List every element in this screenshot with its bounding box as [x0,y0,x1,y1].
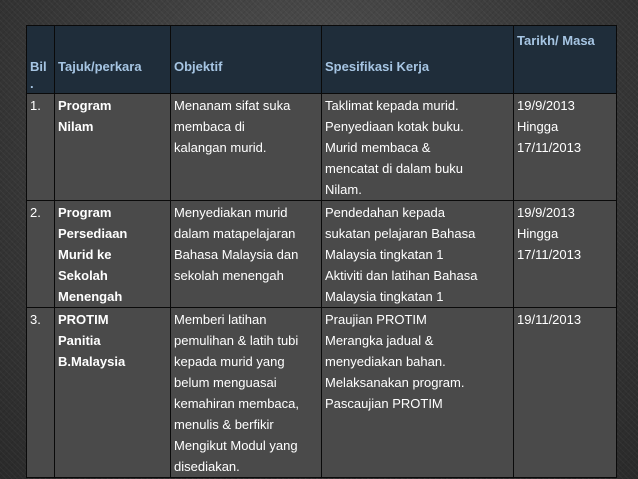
cell-bil [27,201,55,308]
cell-spesifikasi-line: Taklimat kepada murid. [325,98,459,113]
header-bil-dot: . [30,76,34,91]
table-body [27,94,617,478]
cell-objektif-line: kemahiran membaca, [174,396,299,411]
cell-spesifikasi-line: Merangka jadual & [325,333,434,348]
cell-objektif-line: belum menguasai [174,375,277,390]
cell-spesifikasi [322,94,514,201]
cell-spesifikasi-line: Pendedahan kepada [325,205,446,220]
cell-tajuk-line: Nilam [58,119,94,134]
cell-objektif [171,94,322,201]
cell-objektif [171,308,322,478]
cell-objektif-line: dalam matapelajaran [174,226,296,241]
cell-spesifikasi-line: Malaysia tingkatan 1 [325,247,444,262]
cell-objektif-line: Menyediakan murid [174,205,288,220]
cell-tarikh-line: 17/11/2013 [517,140,582,155]
cell-tarikh [514,308,617,478]
cell-objektif-line: kepada murid yang [174,354,285,369]
cell-spesifikasi [322,201,514,308]
cell-bil-text: 2. [30,205,41,220]
table-row [27,94,617,201]
cell-bil-text: 3. [30,312,41,327]
cell-objektif-line: sekolah menengah [174,268,284,283]
cell-objektif-line: pemulihan & latih tubi [174,333,299,348]
cell-tarikh-line: 17/11/2013 [517,247,582,262]
cell-bil [27,308,55,478]
cell-spesifikasi-line: menyediakan bahan. [325,354,446,369]
cell-objektif-line: Memberi latihan [174,312,267,327]
cell-spesifikasi-line: sukatan pelajaran Bahasa [325,226,476,241]
table-row [27,308,617,478]
cell-spesifikasi [322,308,514,478]
cell-tajuk-line: Persediaan [58,226,128,241]
cell-spesifikasi-line: Nilam. [325,182,362,197]
cell-tarikh-line: 19/9/2013 [517,205,575,220]
cell-bil [27,94,55,201]
cell-tajuk-line: Sekolah [58,268,108,283]
cell-tajuk-line: Panitia [58,333,101,348]
header-bil-label: Bil [30,59,47,74]
cell-objektif-line: membaca di [174,119,245,134]
cell-objektif-line: Bahasa Malaysia dan [174,247,299,262]
cell-tajuk [55,308,171,478]
cell-tajuk-line: Program [58,98,112,113]
cell-spesifikasi-line: Praujian PROTIM [325,312,427,327]
cell-objektif-line: disediakan. [174,459,240,474]
cell-spesifikasi-line: Murid membaca & [325,140,431,155]
cell-spesifikasi-line: Malaysia tingkatan 1 [325,289,444,304]
cell-tajuk-line: PROTIM [58,312,109,327]
cell-tarikh-line: 19/9/2013 [517,98,575,113]
header-objektif [171,26,322,94]
cell-tajuk-line: Murid ke [58,247,112,262]
cell-objektif-line: Menanam sifat suka [174,98,291,113]
cell-objektif-line: kalangan murid. [174,140,267,155]
cell-tarikh-line: 19/11/2013 [517,312,582,327]
cell-spesifikasi-line: Pascaujian PROTIM [325,396,443,411]
cell-tajuk-line: Program [58,205,112,220]
cell-spesifikasi-line: Aktiviti dan latihan Bahasa [325,268,478,283]
table-row [27,201,617,308]
activity-table [26,25,617,478]
cell-tarikh-line: Hingga [517,119,559,134]
header-tarikh-label: Tarikh/ Masa [517,33,595,48]
header-spesifikasi [322,26,514,94]
header-row [27,26,617,94]
header-bil [27,26,55,94]
cell-spesifikasi-line: Penyediaan kotak buku. [325,119,464,134]
cell-spesifikasi-line: mencatat di dalam buku [325,161,464,176]
header-spesifikasi-label: Spesifikasi Kerja [325,59,430,74]
cell-tajuk-line: B.Malaysia [58,354,126,369]
cell-spesifikasi-line: Melaksanakan program. [325,375,465,390]
cell-bil-text: 1. [30,98,41,113]
cell-tarikh-line: Hingga [517,226,559,241]
header-tajuk [55,26,171,94]
cell-objektif [171,201,322,308]
cell-objektif-line: Mengikut Modul yang [174,438,298,453]
cell-tajuk-line: Menengah [58,289,123,304]
cell-objektif-line: menulis & berfikir [174,417,274,432]
header-objektif-label: Objektif [174,59,223,74]
header-tarikh [514,26,617,94]
cell-tarikh [514,94,617,201]
cell-tarikh [514,201,617,308]
cell-tajuk [55,201,171,308]
cell-tajuk [55,94,171,201]
header-tajuk-label: Tajuk/perkara [58,59,142,74]
